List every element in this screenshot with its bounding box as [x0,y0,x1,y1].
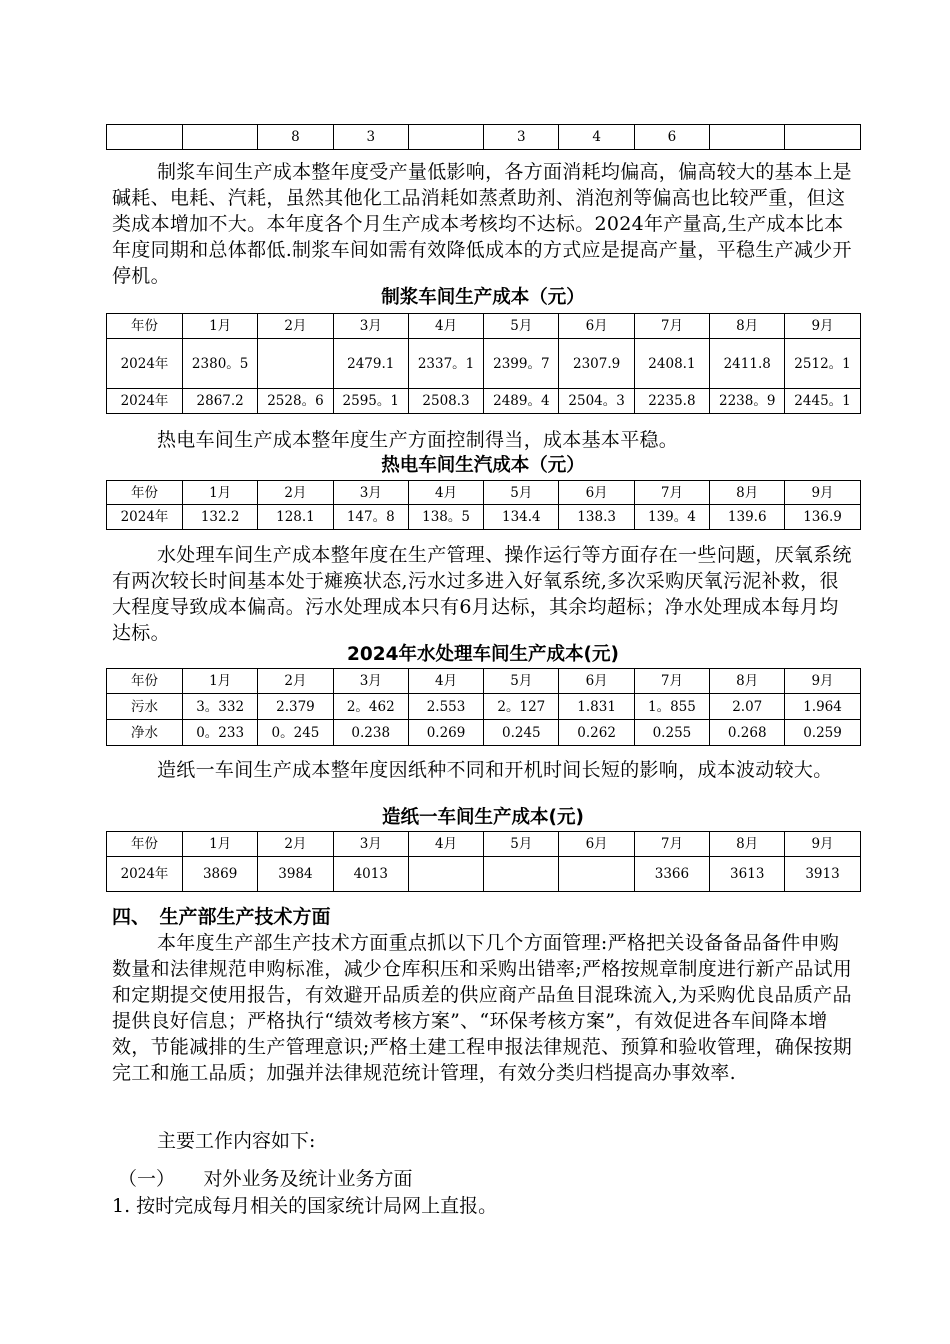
table-caption-thermal: 热电车间生汽成本（元） [381,455,585,476]
table-cell: 0.245 [484,720,559,746]
paragraph-thermal: 热电车间生产成本整年度生产方面控制得当，成本基本平稳。 [157,429,679,451]
table-cell: 0.238 [333,720,408,746]
table-header-row [107,669,861,694]
pulping-cost-table [106,313,861,414]
table-cell: 3 [484,125,559,150]
header-cell: 9月 [785,481,860,505]
table-cell: 2。462 [333,694,408,720]
table-cell: 3。332 [183,694,258,720]
table-cell: 2504。3 [559,389,634,414]
table-cell: 134.4 [484,505,559,530]
table-cell [258,339,333,389]
table-cell [484,857,559,892]
table-cell: 138。5 [408,505,483,530]
table-cell: 0.262 [559,720,634,746]
header-cell: 年份 [107,481,183,505]
table-row [107,720,861,746]
table-cell: 139.6 [710,505,785,530]
table-cell: 污水 [107,694,183,720]
paragraph-pulping: 制浆车间生产成本整年度受产量低影响，各方面消耗均偏高，偏高较大的基本上是碱耗、电耗、汽耗，虽然其他化工品消耗如蒸煮助剂、消泡剂等偏高也比较严重，但这类成本增加不大。本年度各个月生产成本考核均不达标。2024年产量高,生产成本比本年度同期和总体都低.制浆车间如需有效降低成本的方式应是提高产量，平稳生产减少开停机。 [112,161,852,287]
header-cell: 3月 [333,481,408,505]
table-cell: 0。233 [183,720,258,746]
header-cell: 6月 [559,669,634,694]
header-cell: 9月 [785,832,860,857]
table-cell: 2.553 [408,694,483,720]
intro-line: 主要工作内容如下: [157,1130,316,1152]
table-cell: 2024年 [107,339,183,389]
table-cell: 1.964 [785,694,860,720]
header-cell: 3月 [333,669,408,694]
table-row [107,505,861,530]
table-cell [559,857,634,892]
table-cell [183,125,258,150]
table-cell: 2399。7 [484,339,559,389]
table-cell: 1。855 [634,694,709,720]
header-cell: 7月 [634,481,709,505]
table-cell: 1.831 [559,694,634,720]
header-cell: 7月 [634,832,709,857]
table-header-row [107,481,861,505]
table-cell: 3613 [710,857,785,892]
table-cell: 2337。1 [408,339,483,389]
table-cell: 2.379 [258,694,333,720]
table-header-row [107,832,861,857]
table-caption-water: 2024年水处理车间生产成本(元) [347,644,619,665]
table-cell: 2528。6 [258,389,333,414]
table-cell: 2024年 [107,857,183,892]
table-cell: 2595。1 [333,389,408,414]
table-row [107,857,861,892]
header-cell: 8月 [710,832,785,857]
paragraph-production-tech: 本年度生产部生产技术方面重点抓以下几个方面管理:严格把关设备备品备件申购数量和法律规范申购标准，减少仓库积压和采购出错率;严格按规章制度进行新产品试用和定期提交使用报告，有效避开品质差的供应商产品鱼目混珠流入,为采购优良品质产品提供良好信息；严格执行“绩效考核方案”、“环保考核方案”，有效促进各车间降本增效，节能减排的生产管理意识;严格土建工程申报法律规范、预算和验收管理，确保按期完工和施工品质；加强并法律规范统计管理，有效分类归档提高办事效率. [112,932,853,1084]
table-cell: 2489。4 [484,389,559,414]
sub-heading: （一） 对外业务及统计业务方面 [118,1168,413,1190]
table-cell: 4 [559,125,634,150]
header-cell: 5月 [484,832,559,857]
table-cell: 3 [333,125,408,150]
table-cell: 2。127 [484,694,559,720]
header-cell: 1月 [183,481,258,505]
header-cell: 7月 [634,669,709,694]
header-cell: 3月 [333,314,408,339]
header-cell: 4月 [408,669,483,694]
table-cell: 2380。5 [183,339,258,389]
water-cost-table [106,668,861,746]
header-cell: 4月 [408,832,483,857]
paragraph-papermaking: 造纸一车间生产成本整年度因纸种不同和开机时间长短的影响，成本波动较大。 [157,759,833,781]
header-cell: 5月 [484,669,559,694]
table-cell [408,125,483,150]
table-cell: 净水 [107,720,183,746]
table-cell: 2238。9 [710,389,785,414]
table-cell: 2024年 [107,505,183,530]
table-cell: 139。4 [634,505,709,530]
table-cell: 2.07 [710,694,785,720]
header-cell: 9月 [785,314,860,339]
header-cell: 3月 [333,832,408,857]
header-cell: 年份 [107,314,183,339]
paragraph-water: 水处理车间生产成本整年度在生产管理、操作运行等方面存在一些问题，厌氧系统有两次较长时间基本处于瘫痪状态,污水过多进入好氧系统,多次采购厌氧污泥补救，很大程度导致成本偏高。污水处理成本只有6月达标，其余均超标；净水处理成本每月均达标。 [112,544,852,644]
header-cell: 4月 [408,314,483,339]
table-cell: 2024年 [107,389,183,414]
table-row [107,389,861,414]
table-cell: 138.3 [559,505,634,530]
table-cell: 3869 [183,857,258,892]
table-cell: 3913 [785,857,860,892]
table-cell: 2408.1 [634,339,709,389]
header-cell: 2月 [258,481,333,505]
header-cell: 2月 [258,669,333,694]
table-cell: 128.1 [258,505,333,530]
header-cell: 4月 [408,481,483,505]
section-heading: 四、 生产部生产技术方面 [112,906,331,928]
header-cell: 6月 [559,481,634,505]
table-cell [107,125,183,150]
table-row [107,125,861,150]
table-cell: 0.269 [408,720,483,746]
table-cell [785,125,860,150]
papermaking-cost-table [106,831,861,892]
table-cell: 136.9 [785,505,860,530]
table-cell: 3366 [634,857,709,892]
table-cell: 132.2 [183,505,258,530]
header-cell: 2月 [258,314,333,339]
table-cell: 147。8 [333,505,408,530]
table-cell: 3984 [258,857,333,892]
header-cell: 6月 [559,832,634,857]
header-cell: 7月 [634,314,709,339]
header-cell: 2月 [258,832,333,857]
table-cell: 2307.9 [559,339,634,389]
table-header-row [107,314,861,339]
table-row [107,339,861,389]
header-cell: 6月 [559,314,634,339]
table-cell [408,857,483,892]
table-cell [710,125,785,150]
table-cell: 2512。1 [785,339,860,389]
header-cell: 5月 [484,314,559,339]
table-cell: 0.268 [710,720,785,746]
list-item: 1. 按时完成每月相关的国家统计局网上直报。 [112,1195,498,1217]
header-cell: 年份 [107,669,183,694]
header-cell: 年份 [107,832,183,857]
table-row [107,694,861,720]
table-cell: 2867.2 [183,389,258,414]
table-cell: 2445。1 [785,389,860,414]
table-cell: 4013 [333,857,408,892]
table-cell: 0。245 [258,720,333,746]
top-partial-table [106,124,861,150]
table-cell: 0.259 [785,720,860,746]
table-caption-papermaking: 造纸一车间生产成本(元) [382,807,584,828]
thermal-cost-table [106,480,861,530]
header-cell: 8月 [710,669,785,694]
header-cell: 5月 [484,481,559,505]
header-cell: 8月 [710,314,785,339]
header-cell: 1月 [183,314,258,339]
header-cell: 1月 [183,832,258,857]
header-cell: 1月 [183,669,258,694]
table-caption-pulping: 制浆车间生产成本（元） [381,287,585,308]
table-cell: 2479.1 [333,339,408,389]
table-cell: 6 [634,125,709,150]
table-cell: 2235.8 [634,389,709,414]
table-cell: 2411.8 [710,339,785,389]
header-cell: 9月 [785,669,860,694]
header-cell: 8月 [710,481,785,505]
table-cell: 2508.3 [408,389,483,414]
table-cell: 0.255 [634,720,709,746]
table-cell: 8 [258,125,333,150]
